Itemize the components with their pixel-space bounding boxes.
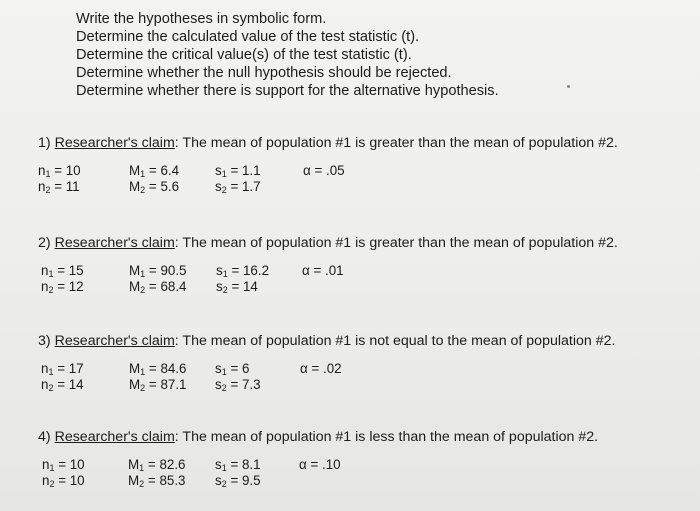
m1-value: $M_1 = 90.5$ [129,263,187,279]
m2-value: $M_2 = 87.1$ [129,377,187,393]
n1-value: $n_1 = 10$ [42,457,85,473]
claim-line: 3) Researcher's claim: The mean of population #1 is not equal to the mean of population #2. [38,333,616,349]
n1-value: $n_1 = 10$ [38,163,81,179]
claim-label: Researcher's claim [54,135,175,151]
instruction-line: Determine the critical value(s) of the test statistic (t). [76,47,412,63]
s2-value: $s_2 = 1.7$ [215,179,261,195]
values-block [38,361,678,397]
n2-value: $n_2 = 14$ [41,377,84,393]
instruction-line: Determine the calculated value of the test statistic (t). [76,29,420,45]
values-block [38,457,678,493]
n2-value: $n_2 = 12$ [41,279,84,295]
problem-number: 3) [38,333,51,349]
s1-value: $s_1 = 1.1$ [215,163,261,179]
s1-value: $s_1 = 8.1$ [215,457,261,473]
m1-value: $M_1 = 6.4$ [129,163,180,179]
s1-value: $s_1 = 16.2$ [216,263,270,279]
values-block [38,263,678,299]
n1-value: $n_1 = 15$ [41,263,84,279]
n1-value: $n_1 = 17$ [41,361,84,377]
s2-value: $s_2 = 9.5$ [215,473,261,489]
alpha-value: α = .01 [302,263,344,278]
alpha-value: α = .02 [300,361,342,376]
m2-value: $M_2 = 68.4$ [129,279,187,295]
alpha-value: α = .10 [299,457,341,472]
problem-number: 4) [38,429,51,445]
problem-number: 2) [38,235,51,251]
n2-value: $n_2 = 11$ [38,179,80,195]
s2-value: $s_2 = 7.3$ [215,377,261,393]
claim-text: The mean of population #1 is less than the mean of population #2. [182,429,599,445]
n2-value: $n_2 = 10$ [42,473,85,489]
claim-text: The mean of population #1 is not equal to the mean of population #2. [182,333,616,349]
claim-text: The mean of population #1 is greater than the mean of population #2. [182,235,618,251]
problem-2 [38,235,678,299]
claim-label: Researcher's claim [54,333,175,349]
problem-4 [38,429,678,493]
instruction-line: Determine whether there is support for the alternative hypothesis. [76,83,499,99]
instructions-block [76,10,499,100]
problem-1 [38,135,678,199]
claim-text: The mean of population #1 is greater than the mean of population #2. [182,135,618,151]
alpha-value: α = .05 [303,163,345,178]
claim-label: Researcher's claim [54,235,175,251]
s2-value: $s_2 = 14$ [216,279,258,295]
claim-line: 4) Researcher's claim: The mean of population #1 is less than the mean of population #2. [38,429,599,445]
problem-number: 1) [38,135,51,151]
claim-line: 1) Researcher's claim: The mean of population #1 is greater than the mean of population #2. [38,135,618,151]
claim-label: Researcher's claim [54,429,175,445]
values-block [38,163,678,199]
m1-value: $M_1 = 84.6$ [129,361,187,377]
claim-line: 2) Researcher's claim: The mean of population #1 is greater than the mean of population #2. [38,235,618,251]
instruction-line: Determine whether the null hypothesis should be rejected. [76,65,452,81]
stray-mark [567,85,570,88]
instruction-line: Write the hypotheses in symbolic form. [76,11,327,27]
m1-value: $M_1 = 82.6$ [128,457,186,473]
problem-3 [38,333,678,397]
m2-value: $M_2 = 85.3$ [128,473,186,489]
s1-value: $s_1 = 6$ [215,361,250,377]
m2-value: $M_2 = 5.6$ [129,179,180,195]
